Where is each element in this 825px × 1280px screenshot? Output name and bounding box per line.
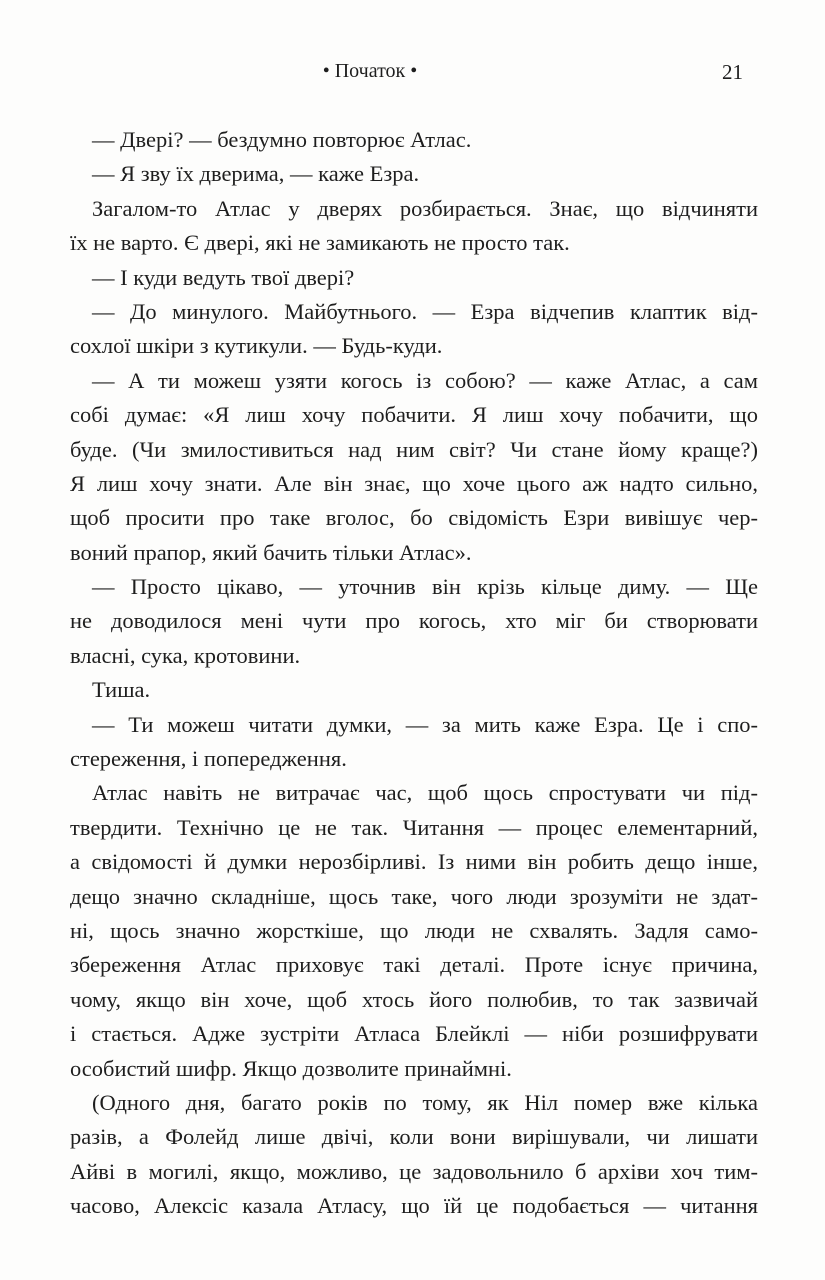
running-head: [0, 60, 825, 90]
text-line: воний прапор, який бачить тільки Атлас».: [70, 539, 472, 565]
text-line: часово, Алексіс казала Атласу, що їй це подобається — читання: [70, 1193, 758, 1219]
text-line: Атлас навіть не витрачає час, щоб щось спростувати чи під-: [92, 780, 758, 806]
section-title: • Початок •: [322, 60, 418, 82]
text-line: — До минулого. Майбутнього. — Езра відчепив клаптик від-: [92, 298, 758, 324]
paragraph: [70, 776, 758, 1086]
text-line: — Двері? — бездумно повторює Атлас.: [92, 127, 472, 152]
paragraph: [70, 295, 758, 364]
text-line: і стається. Адже зустріти Атласа Блейклі — ніби розшифрувати: [70, 1021, 758, 1047]
text-line: не доводилося мені чути про когось, хто міг би створювати: [70, 608, 758, 634]
text-line: щоб просити про таке вголос, бо свідомість Езри вивішує чер-: [70, 505, 758, 531]
text-line: Айві в могилі, якщо, можливо, це задовольнило б архіви хоч тим-: [70, 1158, 758, 1184]
text-line: (Одного дня, багато років по тому, як Ніл помер вже кілька: [92, 1089, 758, 1115]
paragraph: [70, 673, 758, 707]
paragraph: [70, 123, 758, 157]
text-line: дещо значно складніше, щось таке, чого люди зрозуміти не здат-: [70, 883, 758, 909]
paragraph: [70, 708, 758, 777]
text-line: власні, сука, кротовини.: [70, 642, 301, 668]
text-line: чому, якщо він хоче, щоб хтось його полюбив, то так зазвичай: [70, 986, 758, 1012]
text-line: ні, щось значно жорсткіше, що люди не схвалять. Задля само-: [70, 917, 758, 943]
paragraph: [70, 1086, 758, 1224]
text-line: стереження, і попередження.: [70, 746, 347, 772]
text-line: — Просто цікаво, — уточнив він крізь кільце диму. — Ще: [92, 574, 758, 600]
text-line: — І куди ведуть твої двері?: [92, 264, 355, 290]
text-line: — А ти можеш узяти когось із собою? — каже Атлас, а сам: [92, 367, 758, 393]
paragraph: [70, 364, 758, 570]
text-line: Я лиш хочу знати. Але він знає, що хоче цього аж надто сильно,: [70, 470, 758, 496]
text-line: особистий шифр. Якщо дозволите принаймні.: [70, 1055, 512, 1081]
text-line: буде. (Чи змилостивиться над ним світ? Чи стане йому краще?): [70, 436, 758, 462]
text-line: сохлої шкіри з кутикули. — Будь-куди.: [70, 333, 443, 359]
text-line: а свідомості й думки нерозбірливі. Із ними він робить дещо інше,: [70, 849, 758, 875]
page-body-text: [70, 123, 758, 1224]
text-line: разів, а Фолейд лише двічі, коли вони вирішували, чи лишати: [70, 1124, 758, 1150]
text-line: збереження Атлас приховує такі деталі. Проте існує причина,: [70, 952, 758, 978]
text-line: — Ти можеш читати думки, — за мить каже Езра. Це і спо-: [92, 711, 758, 737]
text-line: їх не варто. Є двері, які не замикають не просто так.: [70, 230, 570, 256]
page-number: 21: [722, 60, 743, 84]
text-line: твердити. Технічно це не так. Читання — процес елементарний,: [70, 814, 758, 840]
paragraph: [70, 157, 758, 191]
text-line: Загалом-то Атлас у дверях розбирається. Знає, що відчиняти: [92, 195, 758, 221]
paragraph: [70, 261, 758, 295]
text-line: — Я зву їх дверима, — каже Езра.: [92, 161, 420, 187]
text-line: собі думає: «Я лиш хочу побачити. Я лиш хочу побачити, що: [70, 402, 758, 428]
paragraph: [70, 570, 758, 673]
text-line: Тиша.: [92, 677, 151, 703]
paragraph: [70, 192, 758, 261]
